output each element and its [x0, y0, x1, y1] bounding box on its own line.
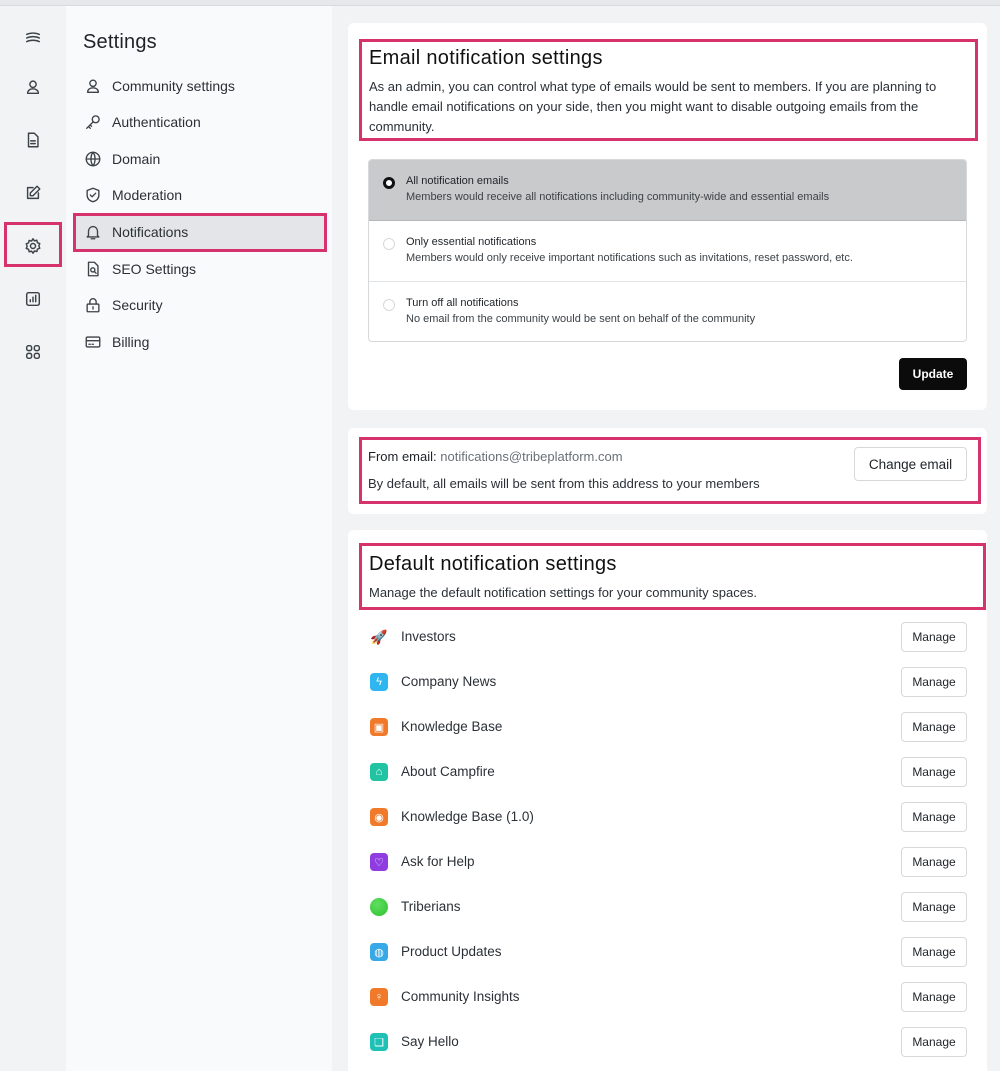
space-name: About Campfire: [401, 764, 495, 779]
notification-radio-group: [368, 159, 967, 342]
from-email-value: notifications@tribeplatform.com: [440, 449, 623, 464]
manage-button[interactable]: Manage: [901, 982, 967, 1012]
gear-highlight-box: [4, 222, 62, 267]
space-name: Community Insights: [401, 989, 520, 1004]
notifications-highlight-box: [73, 213, 327, 252]
lightbulb-icon: ♀: [370, 988, 388, 1006]
space-row: [368, 622, 967, 654]
credit-card-icon: [84, 333, 102, 351]
user-icon[interactable]: [14, 68, 52, 106]
space-row: [368, 757, 967, 789]
space-row: [368, 802, 967, 834]
space-row: [368, 1027, 967, 1059]
space-name: Triberians: [401, 899, 461, 914]
space-name: Knowledge Base (1.0): [401, 809, 534, 824]
space-name: Investors: [401, 629, 456, 644]
open-book-icon: ◉: [370, 808, 388, 826]
from-email-description: By default, all emails will be sent from this address to your members: [368, 476, 760, 491]
nav-item-domain[interactable]: [74, 142, 324, 176]
globe-icon: [84, 150, 102, 168]
from-email-highlight-box: [359, 437, 981, 504]
settings-sidebar: [66, 6, 332, 1071]
seo-search-icon: [84, 260, 102, 278]
analytics-icon[interactable]: [14, 280, 52, 318]
heart-chat-icon: ♡: [370, 853, 388, 871]
nav-item-billing[interactable]: [74, 325, 324, 359]
radio-option-off[interactable]: [369, 282, 966, 342]
nav-item-label: Security: [112, 297, 163, 313]
edit-icon[interactable]: [14, 174, 52, 212]
space-row: [368, 712, 967, 744]
document-icon[interactable]: [14, 121, 52, 159]
radio-description: Members would receive all notifications including community-wide and essential emails: [406, 191, 830, 203]
space-name: Ask for Help: [401, 854, 475, 869]
radio-option-all[interactable]: [369, 160, 966, 221]
lightning-icon: ϟ: [370, 673, 388, 691]
manage-button[interactable]: Manage: [901, 847, 967, 877]
house-icon: ⌂: [370, 763, 388, 781]
nav-item-seo-settings[interactable]: [74, 252, 324, 286]
menu-icon[interactable]: [14, 19, 52, 57]
icon-rail: [0, 6, 66, 1071]
manage-button[interactable]: Manage: [901, 892, 967, 922]
manage-button[interactable]: Manage: [901, 757, 967, 787]
nav-item-security[interactable]: [74, 288, 324, 322]
nav-item-moderation[interactable]: [74, 178, 324, 212]
radio-option-essential[interactable]: [369, 221, 966, 282]
space-name: Product Updates: [401, 944, 502, 959]
default-settings-description: Manage the default notification settings for your community spaces.: [369, 585, 758, 600]
shield-check-icon: [84, 186, 102, 204]
default-notification-card: [348, 530, 987, 1071]
book-icon: ▣: [370, 718, 388, 736]
space-row: [368, 892, 967, 924]
nav-item-label: Billing: [112, 334, 150, 350]
manage-button[interactable]: Manage: [901, 667, 967, 697]
manage-button[interactable]: Manage: [901, 937, 967, 967]
nav-item-label: Domain: [112, 151, 161, 167]
nav-item-authentication[interactable]: [74, 105, 324, 139]
rocket-icon: 🚀: [370, 628, 388, 645]
lock-icon: [84, 296, 102, 314]
change-email-button[interactable]: Change email: [854, 447, 967, 481]
nav-item-label: Authentication: [112, 114, 201, 130]
manage-button[interactable]: Manage: [901, 712, 967, 742]
from-email-label: From email:: [368, 449, 437, 464]
nav-item-label: Community settings: [112, 78, 235, 94]
space-name: Knowledge Base: [401, 719, 503, 734]
user-icon: [84, 77, 102, 95]
nav-item-label: Notifications: [112, 224, 189, 240]
radio-label: Turn off all notifications: [406, 297, 519, 309]
manage-button[interactable]: Manage: [901, 1027, 967, 1057]
email-header-highlight-box: [359, 39, 978, 141]
radio-button[interactable]: [383, 177, 395, 189]
radio-label: All notification emails: [406, 175, 509, 187]
default-header-highlight-box: [359, 543, 986, 610]
radio-description: No email from the community would be sent on behalf of the community: [406, 313, 756, 325]
nav-item-label: SEO Settings: [112, 261, 197, 277]
manage-button[interactable]: Manage: [901, 802, 967, 832]
manage-button[interactable]: Manage: [901, 622, 967, 652]
update-button[interactable]: Update: [899, 358, 967, 390]
email-settings-description: As an admin, you can control what type of emails would be sent to members. If you are planning to handle email notifications on your side, then you might want to disable outgoing emails from the community.: [369, 79, 937, 134]
apps-grid-icon[interactable]: [14, 333, 52, 371]
space-name: Say Hello: [401, 1034, 459, 1049]
radio-description: Members would only receive important notifications such as invitations, reset password, etc.: [406, 252, 853, 264]
chat-bubbles-icon: ❏: [370, 1033, 388, 1051]
settings-title: Settings: [83, 31, 157, 53]
nav-item-label: Moderation: [112, 187, 183, 203]
radio-button[interactable]: [383, 299, 395, 311]
space-row: [368, 667, 967, 699]
globe-chat-icon: ◍: [370, 943, 388, 961]
key-icon: [84, 113, 102, 131]
space-row: [368, 982, 967, 1014]
space-name: Company News: [401, 674, 497, 689]
radio-button[interactable]: [383, 238, 395, 250]
space-row: [368, 937, 967, 969]
radio-label: Only essential notifications: [406, 236, 537, 248]
email-settings-title: Email notification settings: [369, 47, 603, 69]
default-settings-title: Default notification settings: [369, 553, 617, 575]
nav-item-community-settings[interactable]: [74, 69, 324, 103]
space-row: [368, 847, 967, 879]
green-circle-icon: [370, 898, 388, 916]
